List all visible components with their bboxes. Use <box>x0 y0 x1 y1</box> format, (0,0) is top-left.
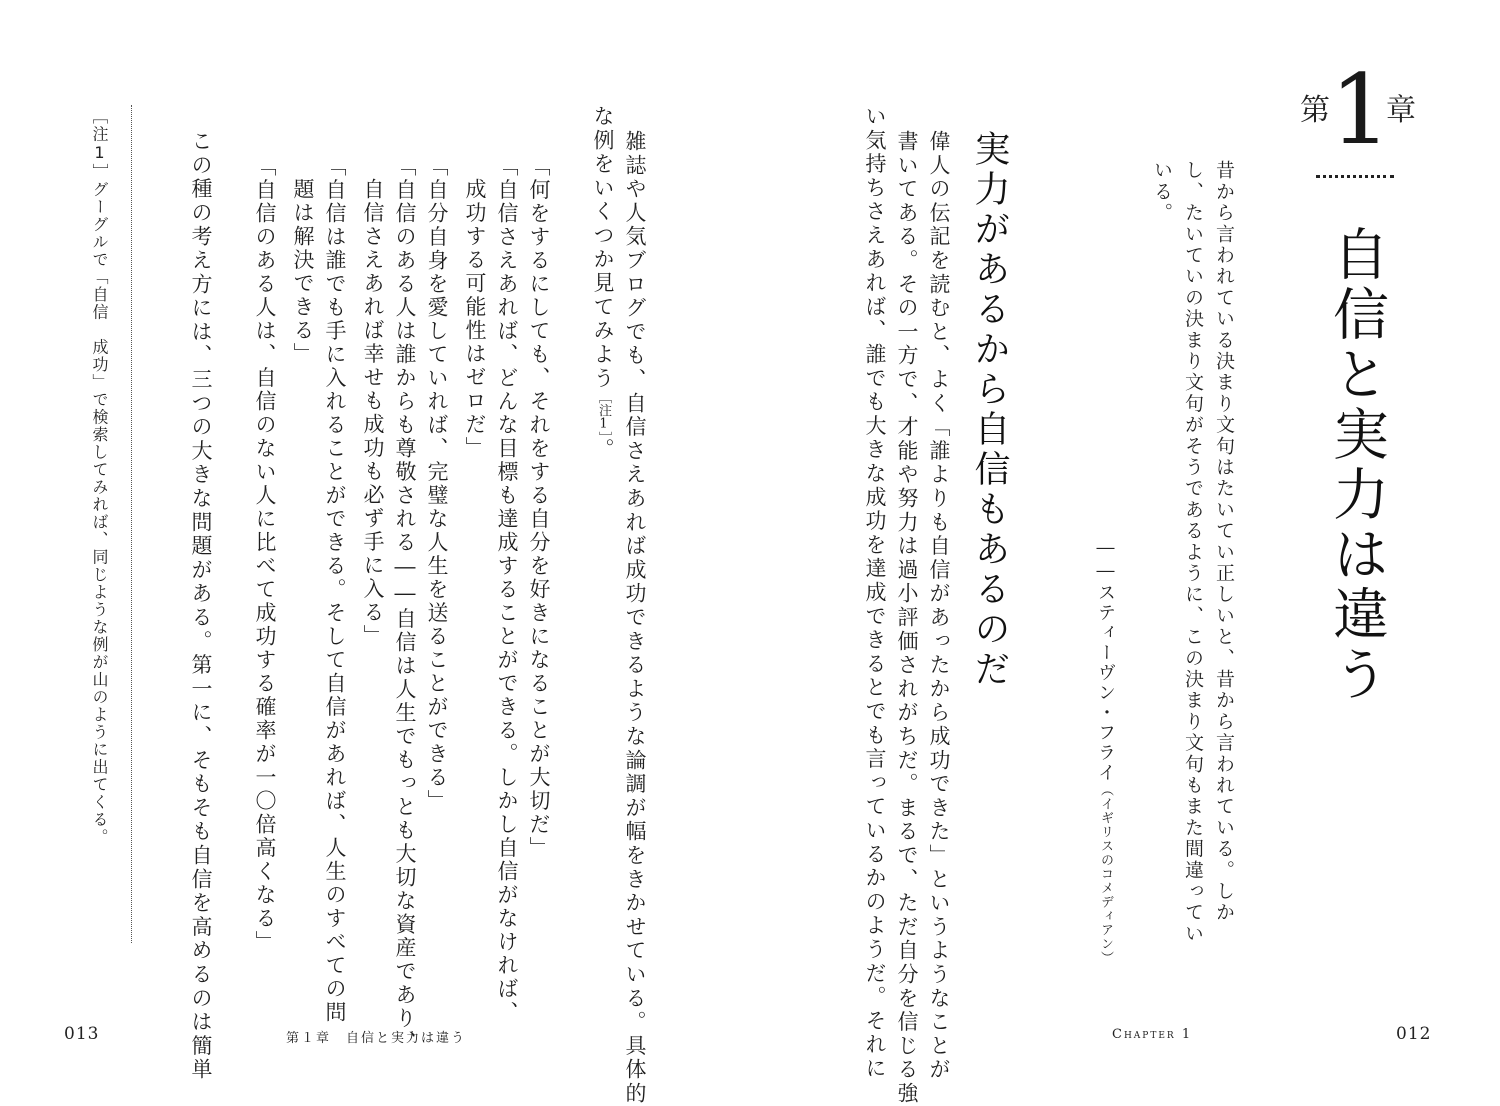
epigraph-line-1: 昔から言われている決まり文句はたいてい正しいと、昔から言われている。しか <box>1213 160 1235 924</box>
running-head-right: Chapter 1 <box>1112 1027 1193 1042</box>
body-line-with-note <box>586 105 620 462</box>
epigraph-author: ――スティーヴン・フライ <box>1095 537 1116 783</box>
page-number-right: 012 <box>1396 1024 1432 1044</box>
quote-line: 「自信のある人は誰からも尊敬される――自信は人生でもっとも大切な資産であり、 <box>393 155 417 1054</box>
body-line: 偉人の伝記を読むと、よく「誰よりも自信があったから成功できた」というようなことが <box>927 130 951 1082</box>
quote-line: 自信さえあれば幸せも成功も必ず手に入る」 <box>361 178 385 648</box>
quote-line: 「何をするにしても、それをする自分を好きになることが大切だ」 <box>527 155 551 860</box>
body-line: 書いてある。その一方で、才能や努力は過小評価されがちだ。まるで、ただ自分を信じる強 <box>895 130 919 1106</box>
footnote-divider <box>131 105 132 943</box>
footnote: ［注1］グーグルで「自信 成功」で検索してみれば、同じような例が山のように出てくる。 <box>90 108 109 846</box>
body-line: 雑誌や人気ブログでも、自信さえあれば成功できるような論調が幅をきかせている。具体的 <box>623 130 647 1106</box>
body-text: な例をいくつか見てみよう <box>591 105 615 391</box>
chapter-label-dai: 第 <box>1300 93 1330 128</box>
quote-line: 「自信のある人は、自信のない人に比べて成功する確率が一〇倍高くなる」 <box>253 155 277 954</box>
body-text-end: 。 <box>591 438 615 462</box>
note-reference: ［注1］ <box>596 390 611 439</box>
quote-line: 「自分自身を愛していれば、完璧な人生を送ることができる」 <box>425 155 449 813</box>
epigraph-attribution <box>1092 537 1118 965</box>
epigraph-line-2: し、たいていの決まり文句がそうであるように、この決まり文句もまた間違ってい <box>1182 160 1204 945</box>
page-number-left: 013 <box>64 1024 100 1044</box>
epigraph-author-note: （イギリスのコメディアン） <box>1098 783 1113 965</box>
quote-line: 「自信さえあれば、どんな目標も達成することができる。しかし自信がなければ、 <box>495 155 519 1025</box>
quote-line: 「自信は誰でも手に入れることができる。そして自信があれば、人生のすべての問 <box>323 155 347 1025</box>
quote-line: 題は解決できる」 <box>291 178 315 366</box>
chapter-title: 自信と実力は違う <box>1324 225 1389 705</box>
quote-line: 成功する可能性はゼロだ」 <box>463 178 487 460</box>
chapter-number: 1 <box>1330 54 1392 166</box>
section-heading: 実力があるから自信もあるのだ <box>969 130 1010 690</box>
chapter-title-rule <box>1316 175 1394 178</box>
chapter-label-sho: 章 <box>1386 93 1416 128</box>
body-line: この種の考え方には、三つの大きな問題がある。第一に、そもそも自信を高めるのは簡単 <box>189 130 213 1082</box>
running-head-left: 第１章 自信と実力は違う <box>286 1031 467 1046</box>
body-line: い気持ちさえあれば、誰でも大きな成功を達成できるとでも言っているかのようだ。それに <box>863 105 887 1081</box>
epigraph-line-3: いる。 <box>1151 160 1173 224</box>
